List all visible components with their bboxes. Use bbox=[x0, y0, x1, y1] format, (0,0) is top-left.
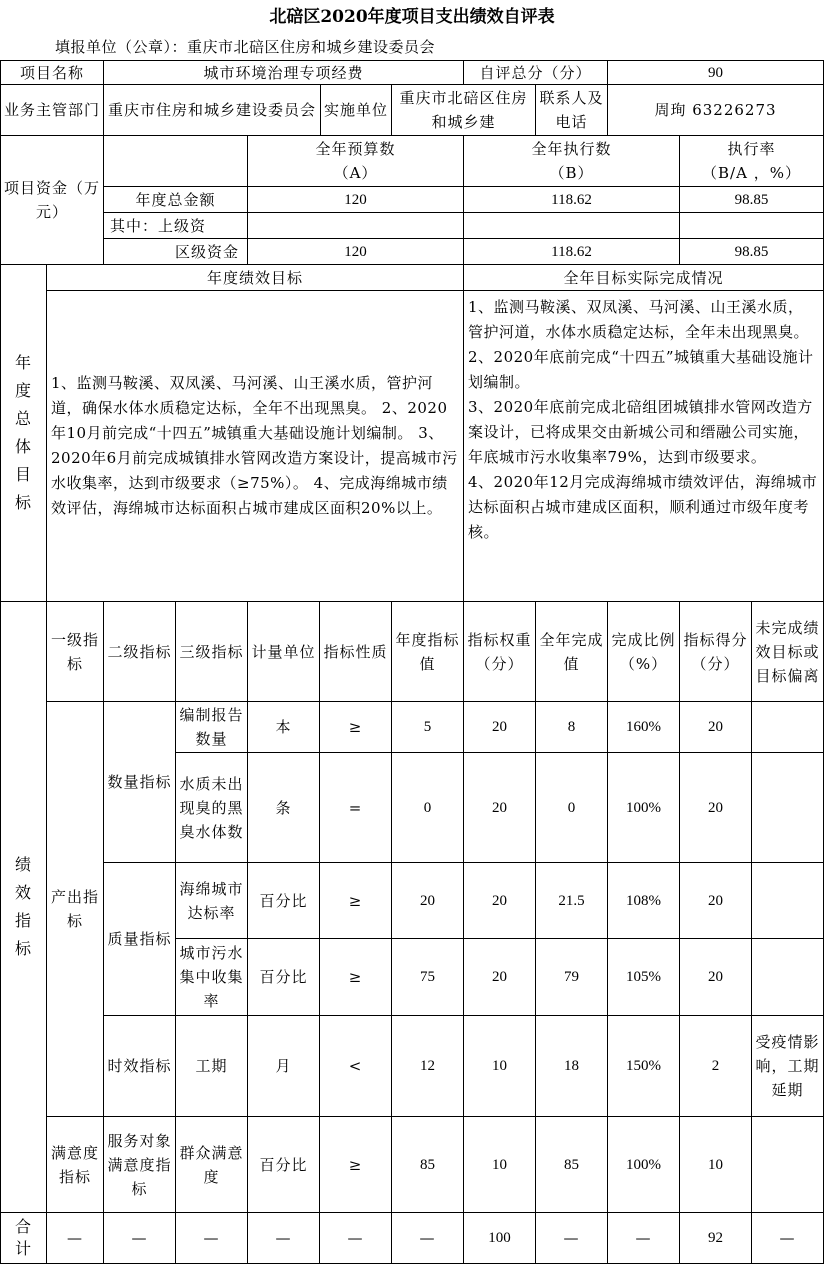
target-text-cell bbox=[46, 290, 464, 602]
quality-label: 质量指标 bbox=[103, 862, 176, 1016]
funds-row-rate: 98.85 bbox=[679, 238, 824, 265]
goals-side-label-text: 年度总体目标 bbox=[14, 353, 32, 512]
row-name: 编制报告数量 bbox=[175, 701, 248, 753]
row-score: 20 bbox=[679, 862, 752, 939]
perf-side-label bbox=[0, 601, 47, 1213]
row-unit: 条 bbox=[247, 752, 320, 863]
page-title: 北碚区2020年度项目支出绩效自评表 bbox=[269, 7, 555, 27]
target-header: 年度绩效目标 bbox=[46, 264, 464, 291]
row-actual: 8 bbox=[535, 701, 608, 753]
funds-row-rate: 98.85 bbox=[679, 186, 824, 213]
total-label-text: 合计 bbox=[14, 1217, 32, 1258]
header-actual: 全年完成值 bbox=[535, 601, 608, 702]
row-target: 12 bbox=[391, 1015, 464, 1117]
row-nature: ≥ bbox=[319, 1116, 392, 1213]
row-score: 10 bbox=[679, 1116, 752, 1213]
funds-row-budget: 120 bbox=[247, 186, 464, 213]
impl-value: 重庆市北碚区住房和城乡建 bbox=[391, 84, 536, 136]
row-target: 85 bbox=[391, 1116, 464, 1213]
row-unit: 百分比 bbox=[247, 1116, 320, 1213]
funds-row-label: 其中：上级资 bbox=[103, 212, 248, 239]
header-unit: 计量单位 bbox=[247, 601, 320, 702]
row-unit: 百分比 bbox=[247, 862, 320, 939]
header-score bbox=[679, 601, 752, 702]
total-dash: — bbox=[535, 1212, 608, 1264]
funds-label: 项目资金（万元） bbox=[0, 135, 104, 265]
actual-text-cell bbox=[463, 290, 824, 602]
dept-label: 业务主管部门 bbox=[0, 84, 104, 136]
total-dash: — bbox=[607, 1212, 680, 1264]
row-unit: 本 bbox=[247, 701, 320, 753]
header-weight-unit: （分） bbox=[475, 654, 524, 673]
row-score: 2 bbox=[679, 1015, 752, 1117]
funds-blank bbox=[103, 135, 248, 187]
actual-header: 全年目标实际完成情况 bbox=[463, 264, 824, 291]
score-label: 自评总分（分） bbox=[463, 60, 608, 85]
row-actual: 79 bbox=[535, 938, 608, 1016]
total-dash: — bbox=[391, 1212, 464, 1264]
row-weight: 10 bbox=[463, 1015, 536, 1117]
header-score-unit: （分） bbox=[691, 654, 740, 673]
row-name: 城市污水集中收集率 bbox=[175, 938, 248, 1016]
row-target: 75 bbox=[391, 938, 464, 1016]
header-level1: 一级指标 bbox=[46, 601, 104, 702]
row-actual: 18 bbox=[535, 1015, 608, 1117]
header-level3: 三级指标 bbox=[175, 601, 248, 702]
row-ratio: 150% bbox=[607, 1015, 680, 1117]
row-weight: 20 bbox=[463, 862, 536, 939]
header-ratio-text: 完成比例 bbox=[611, 630, 676, 649]
row-deviation bbox=[751, 862, 824, 939]
row-ratio: 100% bbox=[607, 752, 680, 863]
row-nature: ≥ bbox=[319, 862, 392, 939]
goals-side-label bbox=[0, 264, 47, 602]
row-weight: 20 bbox=[463, 752, 536, 863]
row-deviation: 受疫情影响，工期延期 bbox=[751, 1015, 824, 1117]
row-nature: ≥ bbox=[319, 938, 392, 1016]
total-dash: — bbox=[175, 1212, 248, 1264]
header-score-text: 指标得分 bbox=[683, 630, 748, 649]
row-score: 20 bbox=[679, 752, 752, 863]
budget-header bbox=[247, 135, 464, 187]
header-weight-text: 指标权重 bbox=[467, 630, 532, 649]
row-actual: 85 bbox=[535, 1116, 608, 1213]
header-level2: 二级指标 bbox=[103, 601, 176, 702]
exec-header-sub: （B） bbox=[549, 164, 594, 182]
row-name: 水质未出现臭的黑臭水体数 bbox=[175, 752, 248, 863]
funds-row-label: 年度总金额 bbox=[103, 186, 248, 213]
row-weight: 20 bbox=[463, 701, 536, 753]
header-weight bbox=[463, 601, 536, 702]
impl-label: 实施单位 bbox=[320, 84, 392, 136]
total-dash: — bbox=[751, 1212, 824, 1264]
funds-row-label: 区级资金 bbox=[103, 238, 248, 265]
row-nature: < bbox=[319, 1015, 392, 1117]
row-nature: ≥ bbox=[319, 701, 392, 753]
row-name: 工期 bbox=[175, 1015, 248, 1117]
header-nature: 指标性质 bbox=[319, 601, 392, 702]
contact-value: 周珣 63226273 bbox=[607, 84, 824, 136]
service-label: 服务对象满意度指标 bbox=[103, 1116, 176, 1213]
budget-header-sub: （A） bbox=[333, 164, 378, 182]
row-unit: 月 bbox=[247, 1015, 320, 1117]
row-weight: 10 bbox=[463, 1116, 536, 1213]
project-name: 城市环境治理专项经费 bbox=[103, 60, 464, 85]
total-score: 90 bbox=[607, 60, 824, 85]
total-weight: 100 bbox=[463, 1212, 536, 1264]
row-deviation bbox=[751, 938, 824, 1016]
header-ratio bbox=[607, 601, 680, 702]
funds-row-exec: 118.62 bbox=[463, 186, 680, 213]
row-unit: 百分比 bbox=[247, 938, 320, 1016]
total-dash: — bbox=[247, 1212, 320, 1264]
total-dash: — bbox=[319, 1212, 392, 1264]
row-deviation bbox=[751, 752, 824, 863]
contact-label: 联系人及电话 bbox=[535, 84, 608, 136]
total-dash: — bbox=[46, 1212, 104, 1264]
funds-row-exec bbox=[463, 212, 680, 239]
row-score: 20 bbox=[679, 938, 752, 1016]
row-ratio: 108% bbox=[607, 862, 680, 939]
funds-row-budget bbox=[247, 212, 464, 239]
total-score: 92 bbox=[679, 1212, 752, 1264]
rate-header-text: 执行率 bbox=[727, 140, 776, 158]
rate-header-sub: （B/A ，%） bbox=[702, 164, 801, 182]
row-target: 0 bbox=[391, 752, 464, 863]
row-ratio: 105% bbox=[607, 938, 680, 1016]
fill-unit: 填报单位（公章）：重庆市北碚区住房和城乡建设委员会 bbox=[55, 38, 436, 56]
row-score: 20 bbox=[679, 701, 752, 753]
quantity-label: 数量指标 bbox=[103, 701, 176, 863]
perf-side-label-text: 绩效指标 bbox=[14, 855, 32, 958]
total-label bbox=[0, 1212, 47, 1264]
exec-header bbox=[463, 135, 680, 187]
header-target: 年度指标值 bbox=[391, 601, 464, 702]
funds-row-budget: 120 bbox=[247, 238, 464, 265]
row-deviation bbox=[751, 1116, 824, 1213]
row-ratio: 160% bbox=[607, 701, 680, 753]
rate-header bbox=[679, 135, 824, 187]
total-dash: — bbox=[103, 1212, 176, 1264]
exec-header-text: 全年执行数 bbox=[531, 140, 612, 158]
target-text: 1、监测马鞍溪、双凤溪、马河溪、山王溪水质，管护河道，确保水体水质稳定达标，全年不出现黑臭。 2、2020年10月前完成“十四五”城镇重大基础设施计划编制。 3、2020年6月前完成城镇排水管网改造方案设计，提高城市污水收集率，达到市级要求（≥75%）。 4、完成海绵城市绩效评估，海绵城市达标面积占城市建成区面积20%以上。 bbox=[51, 374, 458, 517]
row-actual: 21.5 bbox=[535, 862, 608, 939]
row-target: 20 bbox=[391, 862, 464, 939]
row-nature: = bbox=[319, 752, 392, 863]
row-actual: 0 bbox=[535, 752, 608, 863]
row-deviation bbox=[751, 701, 824, 753]
header-ratio-unit: （%） bbox=[619, 654, 668, 673]
dept-value: 重庆市住房和城乡建设委员会 bbox=[103, 84, 321, 136]
project-name-label: 项目名称 bbox=[0, 60, 104, 85]
row-target: 5 bbox=[391, 701, 464, 753]
funds-row-rate bbox=[679, 212, 824, 239]
header-deviation: 未完成绩效目标或目标偏离 bbox=[751, 601, 824, 702]
time-label: 时效指标 bbox=[103, 1015, 176, 1117]
output-label: 产出指标 bbox=[46, 701, 104, 1117]
row-name: 群众满意度 bbox=[175, 1116, 248, 1213]
funds-row-exec: 118.62 bbox=[463, 238, 680, 265]
row-ratio: 100% bbox=[607, 1116, 680, 1213]
satisfaction-label: 满意度指标 bbox=[46, 1116, 104, 1213]
budget-header-text: 全年预算数 bbox=[315, 140, 396, 158]
actual-text: 1、监测马鞍溪、双凤溪、马河溪、山王溪水质，管护河道，水体水质稳定达标，全年未出现黑臭。 2、2020年底前完成“十四五”城镇重大基础设施计划编制。 3、2020年底前完成北碚组团城镇排水管网改造方案设计，已将成果交由新城公司和缙融公司实施，年底城市污水收集率79%，达到市级要求。 4、2020年12月完成海绵城市绩效评估，海绵城市达标面积占城市建成区面积，顺利通过市级年度考核。 bbox=[468, 298, 818, 541]
row-weight: 20 bbox=[463, 938, 536, 1016]
row-name: 海绵城市达标率 bbox=[175, 862, 248, 939]
